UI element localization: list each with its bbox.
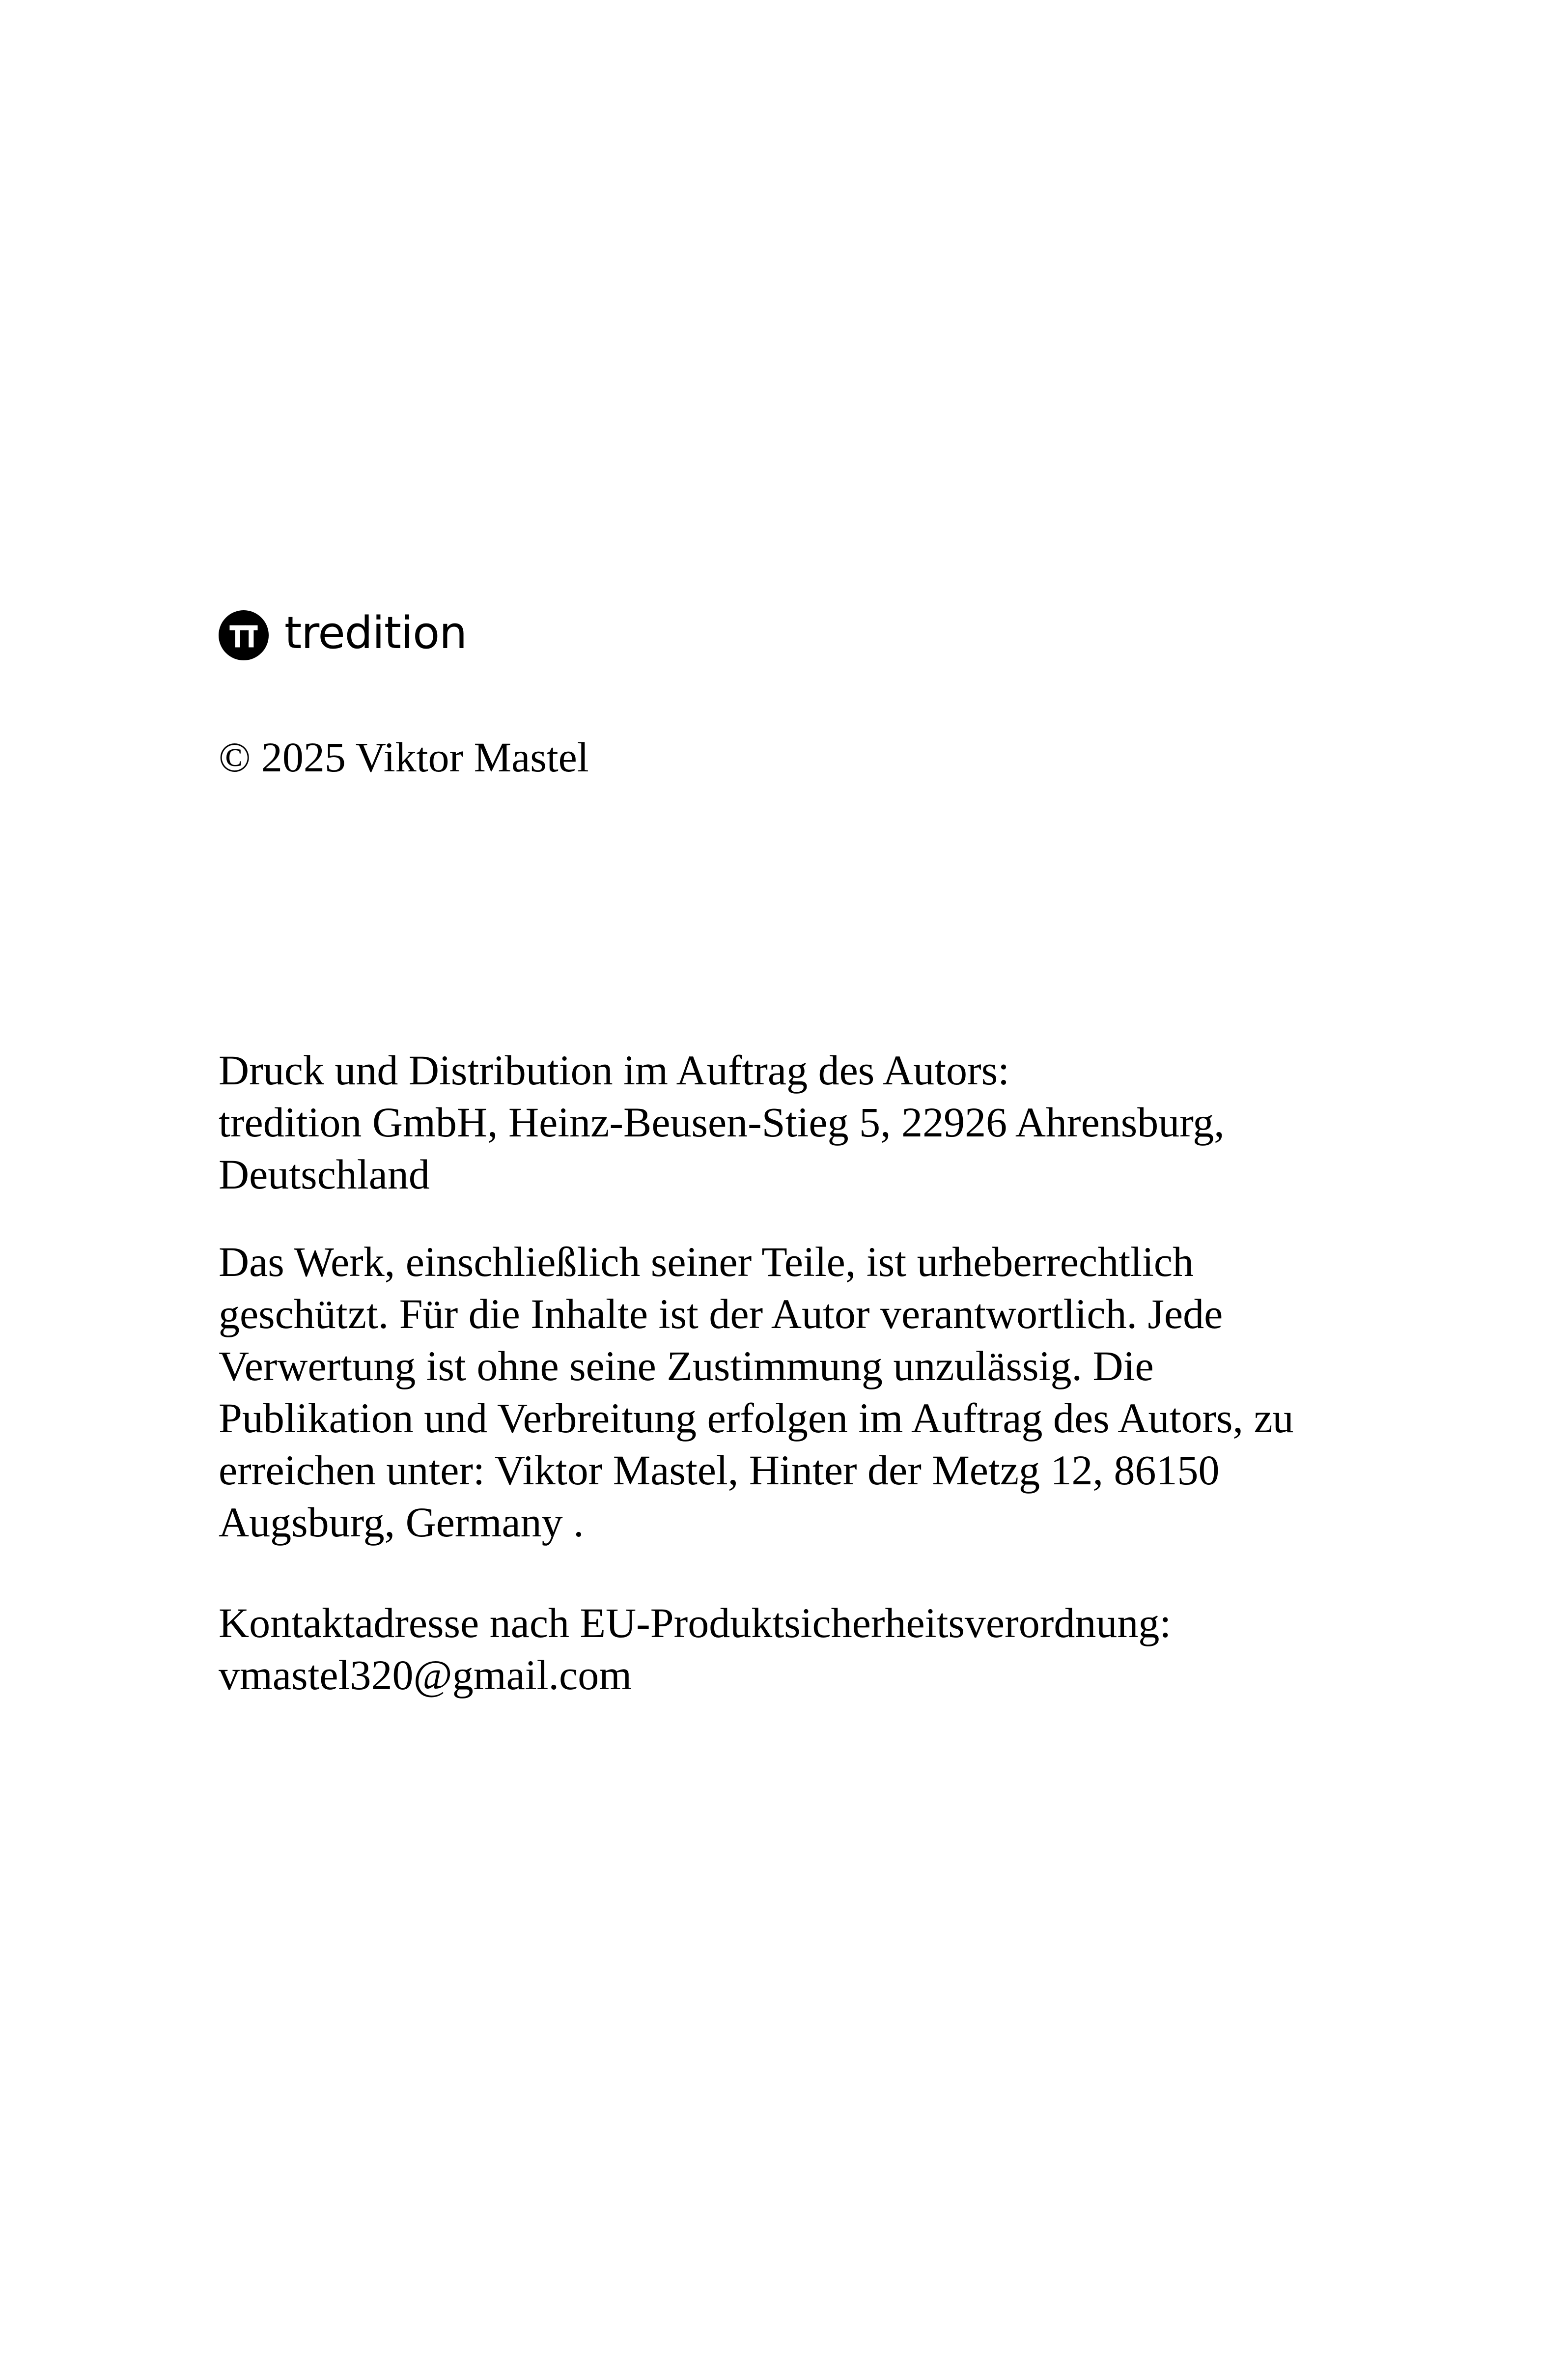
- contact-label: Kontaktadresse nach EU-Produktsicherheitsverordnung:: [219, 1599, 1172, 1646]
- legal-line: Verwertung ist ohne seine Zustimmung unzulässig. Die: [219, 1342, 1154, 1389]
- legal-line: erreichen unter: Viktor Mastel, Hinter der Metzg 12, 86150: [219, 1446, 1220, 1494]
- legal-line: Augsburg, Germany .: [219, 1499, 584, 1546]
- legal-line: geschützt. Für die Inhalte ist der Autor verantwortlich. Jede: [219, 1290, 1223, 1337]
- tredition-logo-icon: [219, 610, 269, 660]
- print-distribution-block: [219, 1044, 1225, 1200]
- print-line: Deutschland: [219, 1151, 430, 1198]
- print-line: tredition GmbH, Heinz-Beusen-Stieg 5, 22926 Ahrensburg,: [219, 1099, 1225, 1146]
- legal-line: Publikation und Verbreitung erfolgen im Auftrag des Autors, zu: [219, 1394, 1294, 1442]
- contact-email: vmastel320@gmail.com: [219, 1651, 632, 1699]
- legal-notice-block: [219, 1236, 1294, 1548]
- contact-block: [219, 1597, 1171, 1701]
- print-line: Druck und Distribution im Auftrag des Autors:: [219, 1047, 1009, 1094]
- legal-line: Das Werk, einschließlich seiner Teile, ist urheberrechtlich: [219, 1238, 1194, 1285]
- publisher-logo: [219, 608, 467, 662]
- publisher-name: tredition: [284, 607, 467, 659]
- copyright-notice: © 2025 Viktor Mastel: [219, 734, 589, 781]
